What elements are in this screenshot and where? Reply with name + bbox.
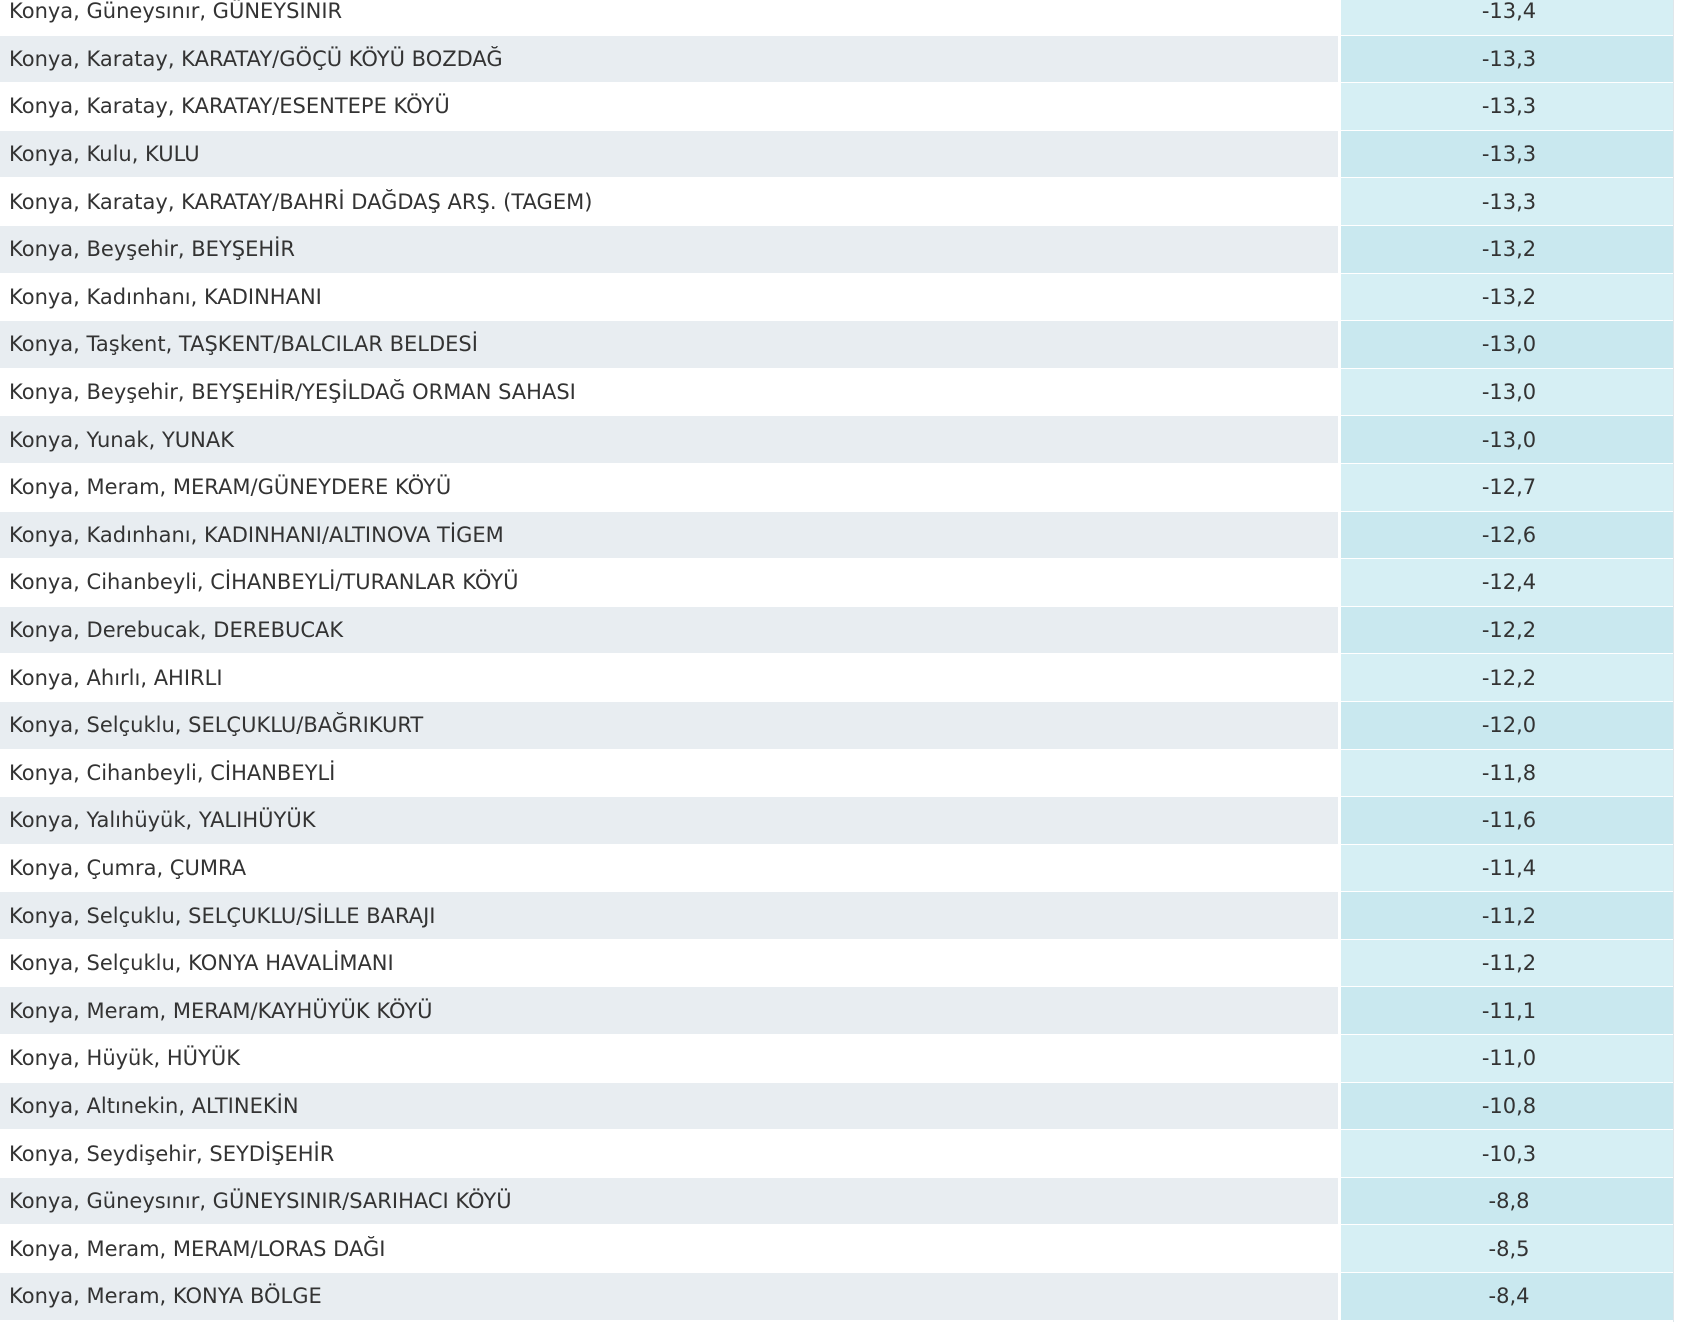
station-location-cell: Konya, Karatay, KARATAY/ESENTEPE KÖYÜ: [0, 83, 1340, 131]
table-row: [0, 225, 1677, 273]
temperature-value-cell: -13,3: [1340, 83, 1678, 131]
station-location-cell: Konya, Meram, MERAM/KAYHÜYÜK KÖYÜ: [0, 987, 1340, 1035]
station-location-cell: Konya, Güneysınır, GÜNEYSINIR: [0, 0, 1340, 35]
station-location-cell: Konya, Meram, MERAM/LORAS DAĞI: [0, 1225, 1340, 1273]
station-location-cell: Konya, Selçuklu, KONYA HAVALİMANI: [0, 939, 1340, 987]
temperature-value-cell: -13,3: [1340, 130, 1678, 178]
temperature-value-cell: -11,2: [1340, 892, 1678, 940]
table-row: [0, 654, 1677, 702]
temperature-value-cell: -8,8: [1340, 1177, 1678, 1225]
station-location-cell: Konya, Ahırlı, AHIRLI: [0, 654, 1340, 702]
temperature-value-cell: -11,4: [1340, 844, 1678, 892]
station-location-cell: Konya, Kadınhanı, KADINHANI: [0, 273, 1340, 321]
temperature-value-cell: -13,0: [1340, 321, 1678, 369]
station-location-cell: Konya, Beyşehir, BEYŞEHİR: [0, 225, 1340, 273]
table-row: [0, 1177, 1677, 1225]
station-location-cell: Konya, Kadınhanı, KADINHANI/ALTINOVA TİGEM: [0, 511, 1340, 559]
temperature-value-cell: -8,5: [1340, 1225, 1678, 1273]
table-row: [0, 1130, 1677, 1178]
temperature-value-cell: -12,2: [1340, 606, 1678, 654]
table-row: [0, 844, 1677, 892]
scrollbar-track[interactable]: [1673, 0, 1682, 1322]
station-location-cell: Konya, Meram, KONYA BÖLGE: [0, 1273, 1340, 1321]
table-row: [0, 83, 1677, 131]
temperature-value-cell: -12,4: [1340, 559, 1678, 607]
table-row: [0, 1273, 1677, 1321]
table-row: [0, 368, 1677, 416]
station-location-cell: Konya, Cihanbeyli, CİHANBEYLİ/TURANLAR KÖYÜ: [0, 559, 1340, 607]
table-row: [0, 463, 1677, 511]
table-row: [0, 1035, 1677, 1083]
station-location-cell: Konya, Güneysınır, GÜNEYSINIR/SARIHACI KÖYÜ: [0, 1177, 1340, 1225]
station-location-cell: Konya, Karatay, KARATAY/GÖÇÜ KÖYÜ BOZDAĞ: [0, 35, 1340, 83]
temperature-value-cell: -13,3: [1340, 35, 1678, 83]
station-location-cell: Konya, Selçuklu, SELÇUKLU/SİLLE BARAJI: [0, 892, 1340, 940]
station-location-cell: Konya, Selçuklu, SELÇUKLU/BAĞRIKURT: [0, 701, 1340, 749]
table-row: [0, 559, 1677, 607]
station-location-cell: Konya, Beyşehir, BEYŞEHİR/YEŞİLDAĞ ORMAN SAHASI: [0, 368, 1340, 416]
station-location-cell: Konya, Yalıhüyük, YALIHÜYÜK: [0, 797, 1340, 845]
temperature-value-cell: -11,8: [1340, 749, 1678, 797]
table-row: [0, 749, 1677, 797]
temperature-value-cell: -12,7: [1340, 463, 1678, 511]
station-location-cell: Konya, Çumra, ÇUMRA: [0, 844, 1340, 892]
table-row: [0, 797, 1677, 845]
temperature-value-cell: -13,0: [1340, 368, 1678, 416]
temperature-value-cell: -8,4: [1340, 1273, 1678, 1321]
temperature-value-cell: -13,0: [1340, 416, 1678, 464]
station-location-cell: Konya, Meram, MERAM/GÜNEYDERE KÖYÜ: [0, 463, 1340, 511]
table-row: [0, 606, 1677, 654]
table-row: [0, 939, 1677, 987]
temperature-value-cell: -11,0: [1340, 1035, 1678, 1083]
station-location-cell: Konya, Kulu, KULU: [0, 130, 1340, 178]
station-location-cell: Konya, Altınekin, ALTINEKİN: [0, 1082, 1340, 1130]
table-row: [0, 35, 1677, 83]
temperature-value-cell: -13,4: [1340, 0, 1678, 35]
station-location-cell: Konya, Hüyük, HÜYÜK: [0, 1035, 1340, 1083]
station-location-cell: Konya, Derebucak, DEREBUCAK: [0, 606, 1340, 654]
table-row: [0, 273, 1677, 321]
table-row: [0, 1082, 1677, 1130]
station-location-cell: Konya, Cihanbeyli, CİHANBEYLİ: [0, 749, 1340, 797]
table-row: [0, 892, 1677, 940]
temperature-value-cell: -12,2: [1340, 654, 1678, 702]
station-location-cell: Konya, Yunak, YUNAK: [0, 416, 1340, 464]
temperature-value-cell: -10,8: [1340, 1082, 1678, 1130]
temperature-value-cell: -13,2: [1340, 273, 1678, 321]
table-row: [0, 987, 1677, 1035]
table-row: [0, 0, 1677, 35]
temperature-value-cell: -10,3: [1340, 1130, 1678, 1178]
temperature-value-cell: -12,6: [1340, 511, 1678, 559]
table-row: [0, 416, 1677, 464]
station-location-cell: Konya, Taşkent, TAŞKENT/BALCILAR BELDESİ: [0, 321, 1340, 369]
station-location-cell: Konya, Seydişehir, SEYDİŞEHİR: [0, 1130, 1340, 1178]
temperature-value-cell: -13,3: [1340, 178, 1678, 226]
temperature-value-cell: -11,6: [1340, 797, 1678, 845]
table-row: [0, 701, 1677, 749]
table-row: [0, 178, 1677, 226]
table-row: [0, 130, 1677, 178]
temperature-value-cell: -11,2: [1340, 939, 1678, 987]
temperature-value-cell: -13,2: [1340, 225, 1678, 273]
temperature-value-cell: -12,0: [1340, 701, 1678, 749]
station-location-cell: Konya, Karatay, KARATAY/BAHRİ DAĞDAŞ ARŞ. (TAGEM): [0, 178, 1340, 226]
table-row: [0, 511, 1677, 559]
table-row: [0, 1225, 1677, 1273]
temperature-value-cell: -11,1: [1340, 987, 1678, 1035]
table-row: [0, 321, 1677, 369]
